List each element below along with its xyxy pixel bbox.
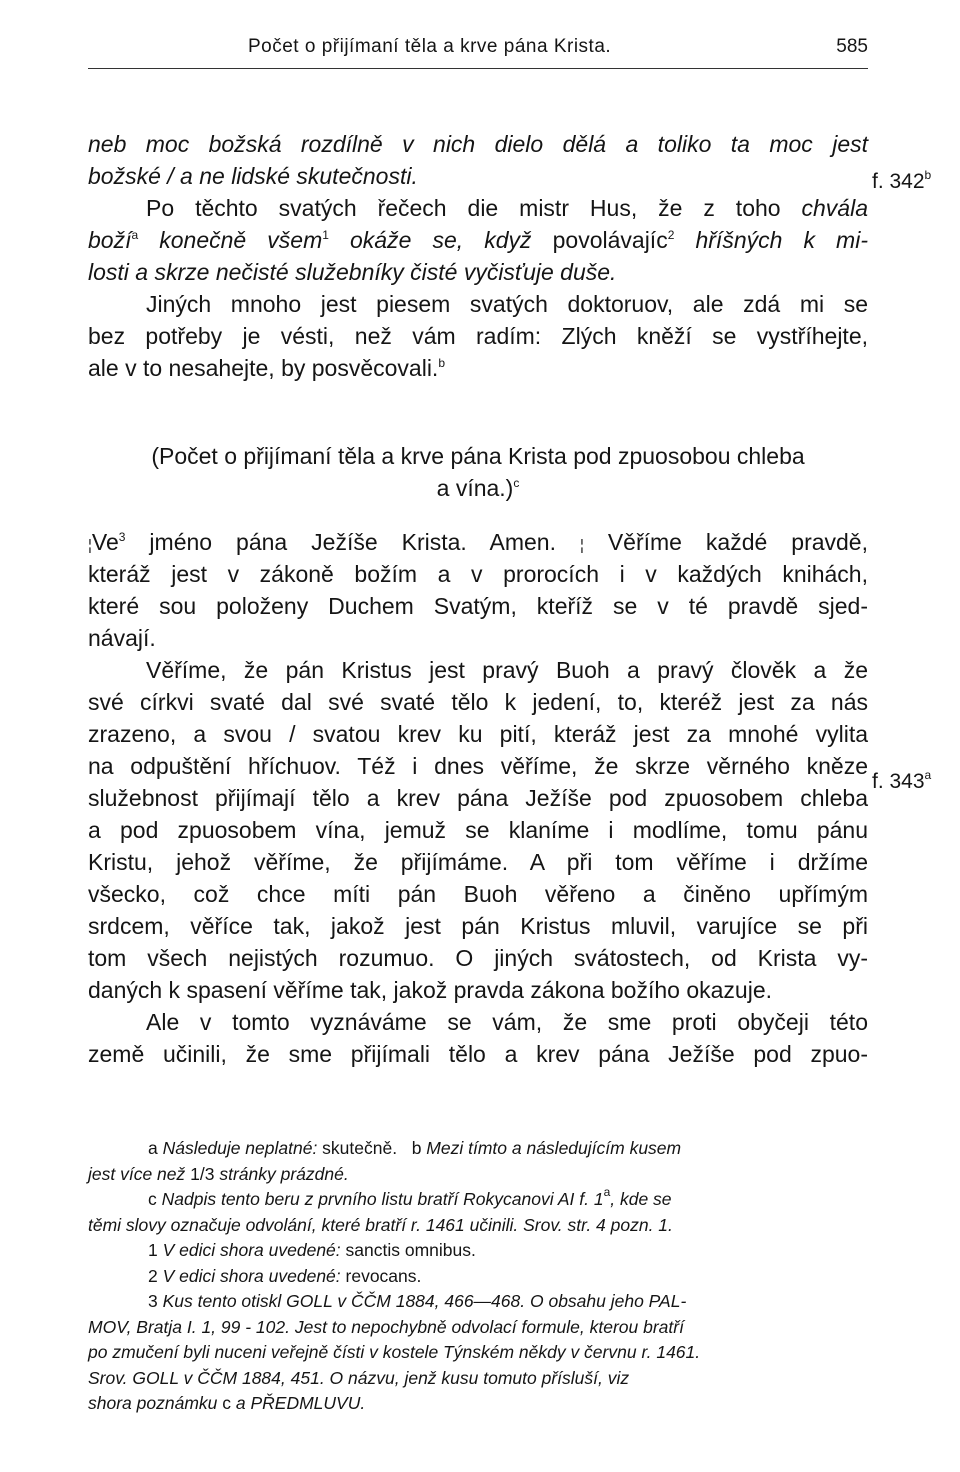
text-line: Ale v tomto vyznáváme se vám, že sme proti obyčeji této — [146, 1009, 868, 1035]
text-line: které sou položeny Duchem Svatým, kteříž se v té pravdě sjed- — [88, 593, 868, 619]
text-line: srdcem, věříce tak, jakož jest pán Kristus mluvil, varujíce se při — [88, 913, 868, 939]
text-line: daných k spasení věříme tak, jakož pravda zákona božího okazuje. — [88, 977, 773, 1003]
text-line: své církvi svaté dal své svaté tělo k jedení, to, kteréž jest za nás — [88, 689, 868, 715]
footnote: c Nadpis tento beru z prvního listu bratří Rokycanovi AI f. 1$^a$, kde se — [148, 1185, 672, 1209]
text-line: božské / a ne lidské skutečnosti. — [88, 163, 418, 189]
page-number: 585 — [836, 36, 868, 57]
footnote: jest více než 1/3 stránky prázdné. — [88, 1163, 349, 1184]
footnote: těmi slovy označuje odvolání, které bratří r. 1461 učinili. Srov. str. 4 pozn. 1. — [88, 1214, 673, 1235]
text-line: Jiných mnoho jest piesem svatých doktoruov, ale zdá mi se — [146, 291, 868, 317]
text-line: bez potřeby je vésti, než vám radím: Zlých kněží se vystříhejte, — [88, 323, 868, 349]
text-line: neb moc božská rozdílně v nich dielo dělá a toliko ta moc jest — [88, 131, 868, 157]
text-line: ¦Ve$^3$ jméno pána Ježíše Krista. Amen. ¦ Věříme každé pravdě, — [88, 529, 868, 555]
running-title: Počet o přijímaní těla a krve pána Krista. — [248, 36, 612, 57]
text-line: a pod zpuosobem vína, jemuž se klaníme i modlíme, tomu pánu — [88, 817, 868, 843]
text-line: Po těchto svatých řečech die mistr Hus, že z toho chvála — [146, 195, 868, 221]
text-line: ale v to nesahejte, by posvěcovali.$^b$ — [88, 355, 446, 381]
footnote: 2 V edici shora uvedené: revocans. — [148, 1265, 422, 1286]
text-line: kteráž jest v zákoně božím a v prorocích i v každých knihách, — [88, 561, 868, 587]
footnote: 1 V edici shora uvedené: sanctis omnibus. — [148, 1240, 476, 1260]
text-line: Věříme, že pán Kristus jest pravý Buoh a pravý člověk a že — [146, 657, 868, 683]
page-header — [88, 34, 868, 74]
text-line: všecko, což chce míti pán Buoh věřeno a činěno upřímým — [88, 881, 868, 907]
text-line: zrazeno, a svou / svatou krev ku pití, kteráž jest za mnohé vylita — [88, 721, 868, 747]
text-line: boží$^a$ konečně všem$^1$ okáže se, když povolávajíc$^2$ hříšných k mi- — [88, 227, 868, 253]
footnote: shora poznámku c a PŘEDMLUVU. — [88, 1393, 366, 1413]
main-text — [88, 128, 868, 1070]
header-rule — [88, 68, 868, 69]
section-heading: a vína.)$^c$ — [436, 475, 520, 501]
text-line: tom všech nejistých rozumuo. O jiných svátostech, od Krista vy- — [88, 945, 868, 971]
folio-marker: f. 343$^a$ — [872, 768, 932, 793]
text-line: na odpuštění hříchuov. Též i dnes věříme, že skrze věrného kněze — [88, 753, 868, 779]
pilcrow-mark: ¦ — [88, 537, 92, 554]
pilcrow-mark: ¦ — [579, 537, 584, 554]
footnote: 3 Kus tento otiskl GOLL v ČČM 1884, 466—468. O obsahu jeho PAL- — [148, 1291, 687, 1311]
text-line: země učinili, že sme přijímali tělo a krev pána Ježíše pod zpuo- — [88, 1041, 868, 1067]
section-heading: (Počet o přijímaní těla a krve pána Krista pod zpuosobou chleba — [151, 443, 805, 469]
text-line: losti a skrze nečisté služebníky čisté vyčisťuje duše. — [88, 259, 617, 285]
text-line: návají. — [88, 625, 156, 651]
text-line: Kristu, jehož věříme, že přijímáme. A při tom věříme i držíme — [88, 849, 868, 875]
footnote: Srov. GOLL v ČČM 1884, 451. O názvu, jenž kusu tomuto přísluší, viz — [88, 1367, 630, 1388]
footnote: a Následuje neplatné: skutečně. b Mezi tímto a následujícím kusem — [148, 1138, 682, 1158]
text-line: služebnost přijímají tělo a krev pána Ježíše pod zpuosobem chleba — [88, 785, 868, 811]
folio-marker: f. 342$^b$ — [872, 168, 932, 193]
footnote: po zmučení byli nuceni veřejně čísti v kostele Týnském někdy v červnu r. 1461. — [88, 1342, 701, 1362]
footnote: MOV, Bratja I. 1, 99 - 102. Jest to nepochybně odvolací formule, kterou bratří — [88, 1316, 684, 1337]
footnotes — [88, 1136, 868, 1417]
